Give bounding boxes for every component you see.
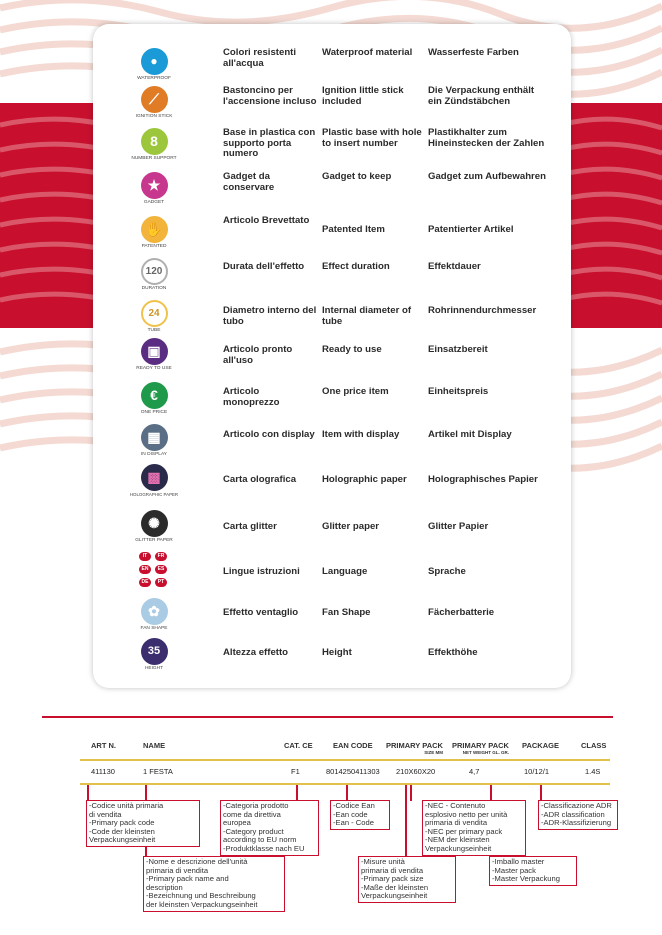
feature-it: Effetto ventaglio (223, 607, 299, 618)
value-primary-pack-size: 210X60X20 (396, 767, 436, 776)
patented-icon: ✋ PATENTED (129, 216, 179, 249)
feature-it: Articolo monoprezzo (223, 386, 280, 408)
feature-en: Waterproof material (322, 47, 413, 58)
value-weight: 4,7 (469, 767, 480, 776)
feature-de: Einsatzbereit (428, 344, 488, 355)
feature-it: Articolo con display (223, 429, 315, 440)
header-ean-code: EAN CODE (333, 741, 373, 750)
features-card (93, 24, 571, 688)
feature-de: Fächerbatterie (428, 607, 495, 618)
ignition-stick-icon: ⟋ IGNITION STICK (129, 86, 179, 119)
legend-box-pack-size: -Misure unità primaria di vendita -Primary pack size -Maße der kleinsten Verpackungseinheit (358, 856, 456, 903)
fan-shape-icon: ✿ FAN SHAPE (129, 598, 179, 631)
feature-de: Glitter Papier (428, 521, 489, 532)
feature-en: Ready to use (322, 344, 382, 355)
feature-de: Effektdauer (428, 261, 481, 272)
feature-it: Durata dell'effetto (223, 261, 305, 272)
feature-it: Diametro interno del tubo (223, 305, 317, 327)
in-display-icon: ▦ IN DISPLAY (129, 424, 179, 457)
ready-to-use-icon: ▣ READY TO USE (129, 338, 179, 371)
feature-de: Einheitspreis (428, 386, 489, 397)
feature-de: Sprache (428, 566, 466, 577)
feature-it: Bastoncino per l'accensione incluso (223, 85, 317, 107)
value-name: 1 FESTA (143, 767, 173, 776)
header-primary-pack-size: PRIMARY PACK SIZE MM (386, 741, 443, 755)
value-ean-code: 8014250411303 (326, 767, 380, 776)
feature-en: Item with display (322, 429, 400, 440)
flag-es: ES (155, 565, 167, 574)
gadget-icon: ★ GADGET (129, 172, 179, 205)
feature-de: Effekthöhe (428, 647, 478, 658)
flag-fr: FR (155, 552, 167, 561)
table-top-line (80, 759, 610, 761)
holographic-paper-icon: ▩ HOLOGRAPHIC PAPER (129, 464, 179, 497)
legend-box-ean-code: -Codice Ean -Ean code -Ean - Code (330, 800, 390, 830)
header-package: PACKAGE (522, 741, 559, 750)
feature-en: Effect duration (322, 261, 390, 272)
value-class: 1.4S (585, 767, 601, 776)
connector (296, 785, 298, 801)
feature-de: Holographisches Papier (428, 474, 538, 485)
feature-it: Lingue istruzioni (223, 566, 300, 577)
connector (540, 785, 542, 801)
header-cat-ce: CAT. CE (284, 741, 313, 750)
legend-box-art-n: -Codice unità primaria di vendita -Primary pack code -Code der kleinsten Verpackungseinheit (86, 800, 200, 847)
feature-en: Holographic paper (322, 474, 407, 485)
tube-icon: 24 TUBE (129, 300, 179, 333)
feature-en: Patented Item (322, 224, 385, 235)
connector (87, 785, 89, 801)
legend-box-name: -Nome e descrizione dell'unità primaria di vendita -Primary pack name and description -Bezeichnung und Beschreibung der kleinsten Verpackungseinheit (143, 856, 285, 912)
value-art-n: 411130 (91, 767, 115, 776)
feature-en: Height (322, 647, 352, 658)
feature-it: Altezza effetto (223, 647, 289, 658)
glitter-paper-icon: ✺ GLITTER PAPER (129, 510, 179, 543)
feature-it: Articolo Brevettato (223, 215, 310, 226)
connector (410, 785, 412, 801)
feature-it: Base in plastica con supporto porta numero (223, 127, 316, 159)
feature-en: Gadget to keep (322, 171, 392, 182)
language-flags-icon (129, 552, 179, 588)
connector (346, 785, 348, 801)
header-name: NAME (143, 741, 166, 750)
flag-en: EN (139, 565, 151, 574)
value-cat-ce: F1 (291, 767, 300, 776)
feature-en: Plastic base with hole to insert number (322, 127, 422, 149)
feature-en: Ignition little stick included (322, 85, 404, 107)
number-support-icon: 8 NUMBER SUPPORT (129, 128, 179, 161)
legend-box-package: -Imballo master -Master pack -Master Verpackung (489, 856, 577, 886)
connector (405, 785, 407, 857)
feature-it: Colori resistenti all'acqua (223, 47, 297, 69)
header-class: CLASS (581, 741, 607, 750)
waterproof-icon: ● WATERPROOF (129, 48, 179, 81)
feature-en: One price item (322, 386, 389, 397)
feature-it: Carta olografica (223, 474, 297, 485)
feature-it: Carta glitter (223, 521, 277, 532)
header-art-n: ART N. (91, 741, 116, 750)
legend-box-class: -Classificazione ADR -ADR classification -ADR-Klassifizierung (538, 800, 618, 830)
section-divider (42, 716, 613, 718)
flag-it: IT (139, 552, 151, 561)
height-icon: 35 HEIGHT (129, 638, 179, 671)
feature-en: Internal diameter of tube (322, 305, 412, 327)
flag-de: DE (139, 578, 151, 587)
feature-de: Plastikhalter zum Hineinstecken der Zahlen (428, 127, 545, 149)
duration-icon: 120 DURATION (129, 258, 179, 291)
feature-de: Rohrinnendurchmesser (428, 305, 537, 316)
feature-de: Patentierter Artikel (428, 224, 514, 235)
feature-de: Die Verpackung enthält ein Zündstäbchen (428, 85, 535, 107)
legend-box-nec: -NEC - Contenuto esplosivo netto per unità primaria di vendita -NEC per primary pack -NEM der kleinsten Verpackungseinheit (422, 800, 526, 856)
feature-en: Language (322, 566, 368, 577)
feature-it: Articolo pronto all'uso (223, 344, 293, 366)
flag-pt: PT (155, 578, 167, 587)
feature-en: Glitter paper (322, 521, 380, 532)
feature-de: Artikel mit Display (428, 429, 512, 440)
one-price-icon: € ONE PRICE (129, 382, 179, 415)
value-package: 10/12/1 (524, 767, 550, 776)
feature-en: Fan Shape (322, 607, 371, 618)
table-bottom-line (80, 783, 610, 785)
header-primary-pack-weight: PRIMARY PACK NET WEIGHT GL. GR. (452, 741, 509, 755)
feature-de: Wasserfeste Farben (428, 47, 519, 58)
feature-de: Gadget zum Aufbewahren (428, 171, 546, 182)
legend-box-cat-ce: -Categoria prodotto come da direttiva europea -Category product according to EU norm -Produktklasse nach EU (220, 800, 319, 856)
feature-it: Gadget da conservare (223, 171, 275, 193)
